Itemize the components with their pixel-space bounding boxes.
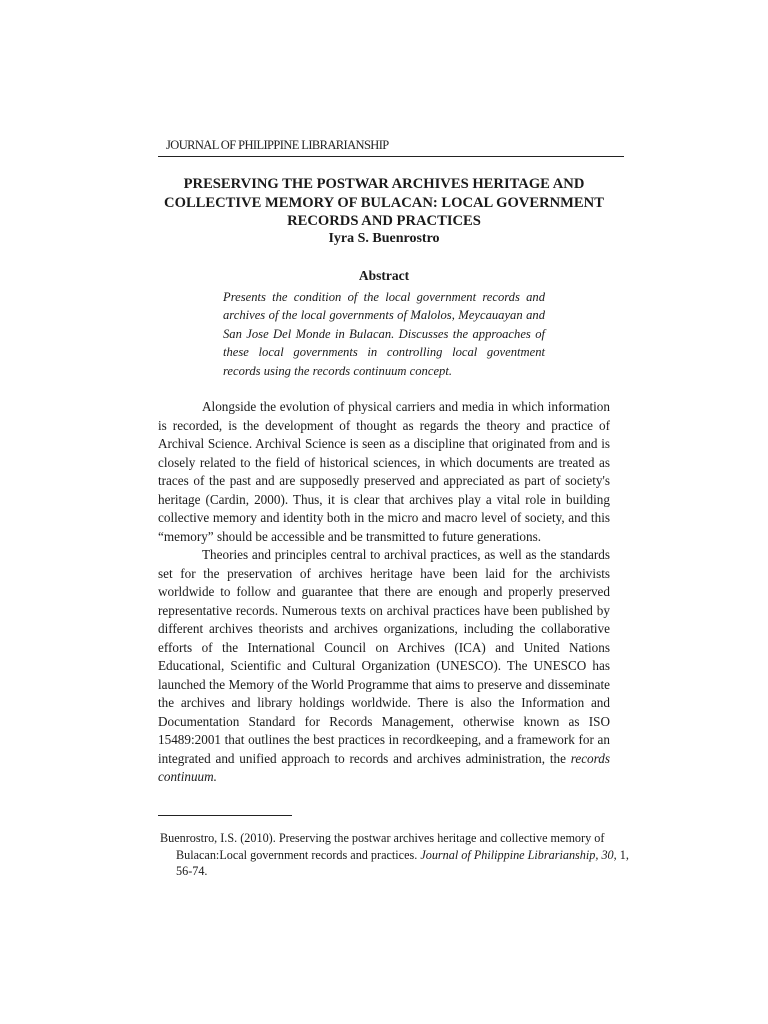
running-head: JOURNAL OF PHILIPPINE LIBRARIANSHIP (166, 138, 389, 152)
footnote-rule (158, 815, 292, 816)
body-paragraph-2 (158, 546, 610, 787)
footnote-citation (160, 830, 634, 880)
paragraph-2-text: Theories and principles central to archival practices, as well as the standards set for the preservation of archives heritage have been laid for the archivists worldwide to follow and guarantee that there are enough and properly preserved representative records. Numerous texts on archival practices have been published by different archives theorists and archives organizations, including the collaborative efforts of the International Council on Archives (ICA) and United Nations Educational, Scientific and Cultural Organization (UNESCO). The UNESCO has launched the Memory of the World Programme that aims to preserve and disseminate the archives and library holdings worldwide. There is also the Information and Documentation Standard for Records Management, otherwise known as ISO 15489:2001 that outlines the best practices in recordkeeping, and a framework for an integrated and unified approach to records and archives administration, the (158, 547, 610, 766)
abstract-text: Presents the condition of the local government records and archives of the local governments of Malolos, Meycauayan and San Jose Del Monde in Bulacan. Discusses the approaches of these local governments in controlling local goventment records using the records continuum concept. (223, 290, 545, 378)
abstract-heading: Abstract (358, 268, 410, 283)
body-text (158, 398, 610, 787)
footnote-citation-text: Buenrostro, I.S. (2010). Preserving the postwar archives heritage and collective memory of Bulacan:Local government records and practices. (160, 831, 605, 862)
body-paragraph-1 (158, 398, 610, 546)
header-rule (158, 156, 624, 157)
article-author: Iyra S. Buenrostro (328, 231, 440, 246)
footnote-issue-pages: 1, 56-74. (176, 847, 629, 878)
paragraph-1-text: Alongside the evolution of physical carriers and media in which information is recorded, is the development of thought as regards the theory and practice of Archival Science. Archival Science is seen as a discipline that originated from and is closely related to the field of historical sciences, in which documents are treated as traces of the past and are supposedly preserved and appreciated as part of society's heritage (Cardin, 2000). Thus, it is clear that archives play a vital role in building collective memory and identity both in the micro and macro level of society, and this “memory” should be accessible and be transmitted to future generations. (158, 399, 610, 544)
article-title: PRESERVING THE POSTWAR ARCHIVES HERITAGE AND COLLECTIVE MEMORY OF BULACAN: LOCAL GOVERNMENT RECORDS AND PRACTICES (164, 176, 604, 229)
records-continuum-term: records continuum. (158, 750, 611, 784)
footnote-journal: Journal of Philippine Librarianship, 30, (420, 847, 617, 862)
